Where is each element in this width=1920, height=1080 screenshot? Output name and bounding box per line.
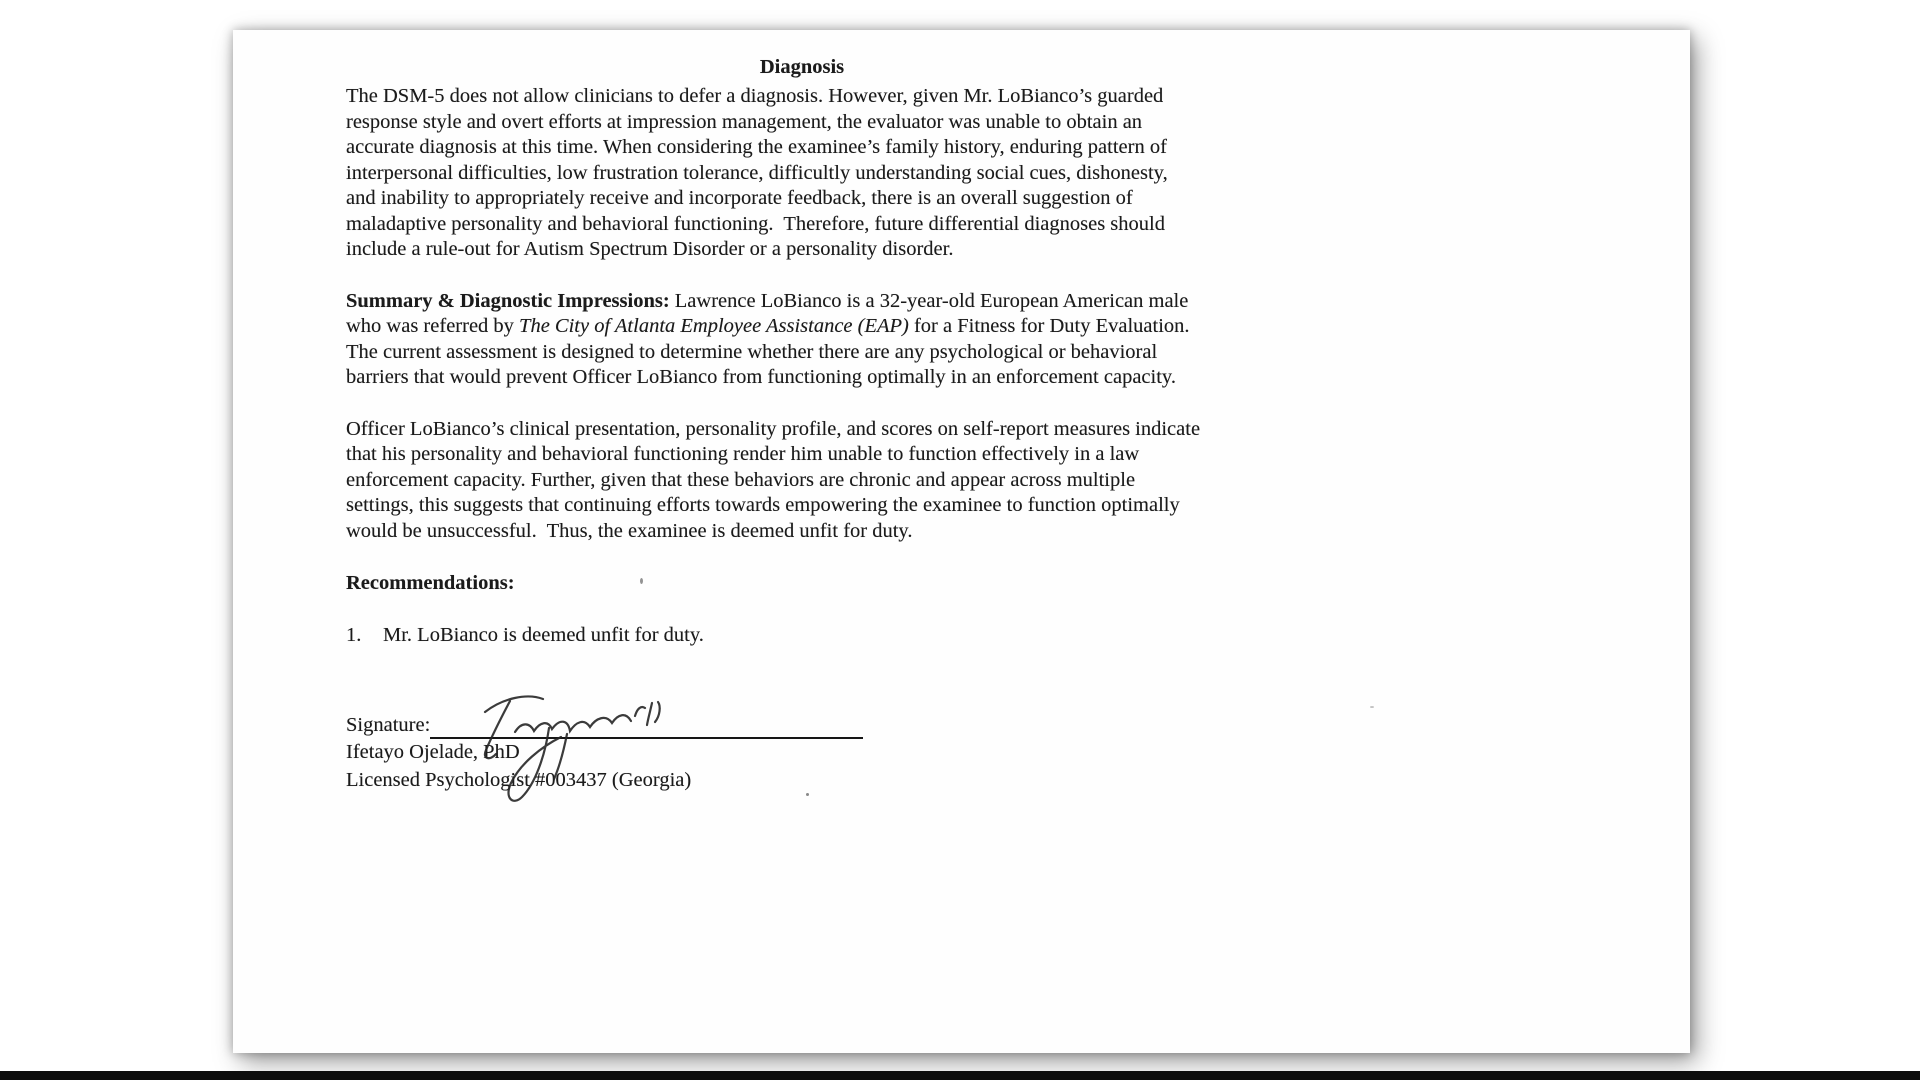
recommendations-heading: Recommendations: [346,572,515,594]
signatory-license: Licensed Psychologist #003437 (Georgia) [346,769,692,791]
recommendation-number: 1. [346,624,362,646]
document-title: Diagnosis [759,56,845,78]
scan-artifact [806,793,809,796]
recommendation-text: Mr. LoBianco is deemed unfit for duty. [383,624,704,646]
diagnosis-paragraph: The DSM-5 does not allow clinicians to defer a diagnosis. However, given Mr. LoBianco’s guarded response style and overt efforts at impression management, the evaluator was unable to obtain an accurate diagnosis at this time. When considering the examinee’s family history, enduring pattern of interpersonal difficulties, low frustration tolerance, difficultly understanding social cues, dishonesty, and inability to appropriately receive and incorporate feedback, there is an overall suggestion of maladaptive personality and behavioral functioning. Therefore, future differential diagnoses should include a rule-out for Autism Spectrum Disorder or a personality disorder. [346,85,1168,260]
signature-label: Signature: [346,714,431,736]
signatory-name: Ifetayo Ojelade, PhD [346,741,520,763]
summary-paragraph: Summary & Diagnostic Impressions: Lawrence LoBianco is a 32-year-old European American male who was referred by The City of Atlanta Employee Assistance (EAP) for a Fitness for Duty Evaluation. The current assessment is designed to determine whether there are any psychological or behavioral barriers that would prevent Officer LoBianco from functioning optimally in an enforcement capacity. [346,289,1190,388]
bottom-black-bar [0,1071,1920,1080]
scan-artifact [1370,706,1374,708]
document-page [233,30,1690,1053]
signature-line [430,712,863,739]
document-content [346,54,1258,795]
scan-artifact [640,578,643,584]
signature-row [346,712,863,739]
clinical-findings-paragraph: Officer LoBianco’s clinical presentation, personality profile, and scores on self-report measures indicate that his personality and behavioral functioning render him unable to function effectively in a law enforcement capacity. Further, given that these behaviors are chronic and appear across multiple settings, this suggests that continuing efforts towards empowering the examinee to function optimally would be unsuccessful. Thus, the examinee is deemed unfit for duty. [346,417,1201,542]
recommendation-item [346,622,1258,648]
